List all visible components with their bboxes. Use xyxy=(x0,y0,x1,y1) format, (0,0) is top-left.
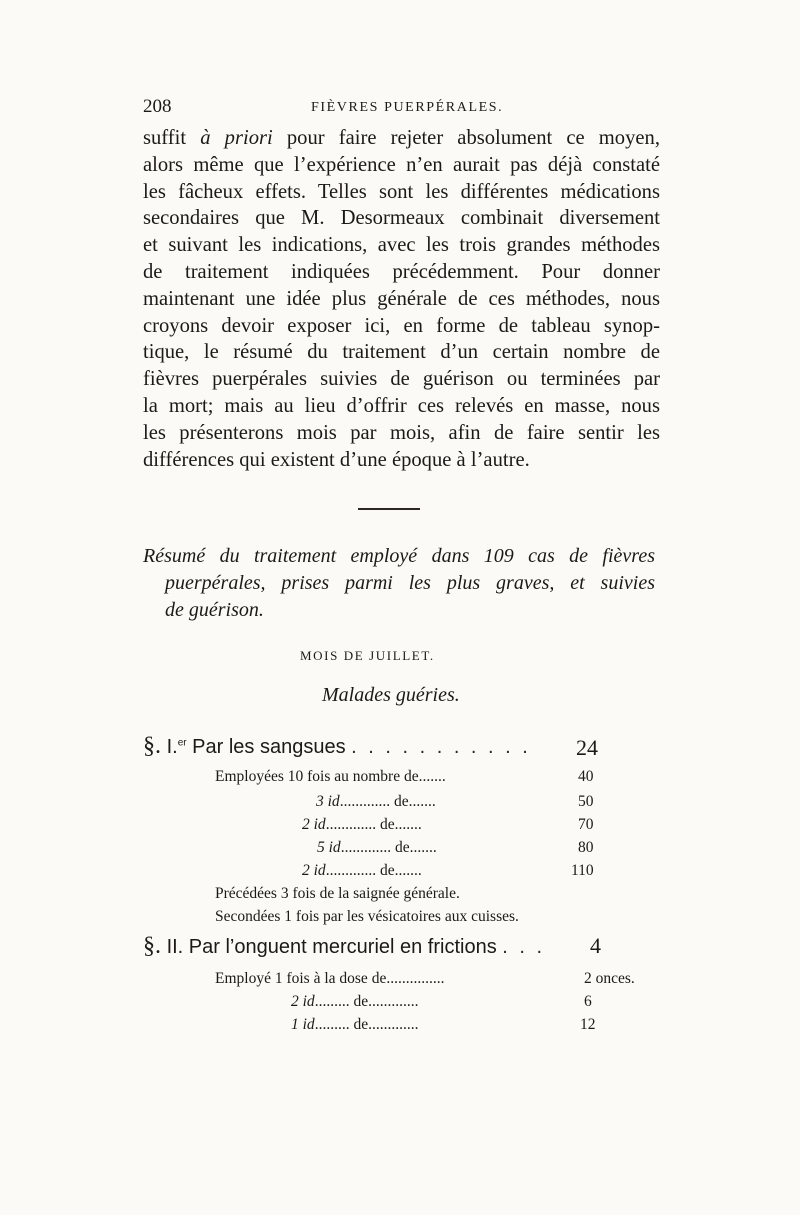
table-value: 50 xyxy=(578,793,594,810)
paragraph-line: croyons devoir exposer ici, en forme de tableau synop- xyxy=(143,314,660,337)
table-row xyxy=(291,1016,418,1034)
table-value: 40 xyxy=(578,768,594,785)
table-row: Précédées 3 fois de la saignée générale. xyxy=(215,885,460,902)
dot-leader: . . . xyxy=(502,936,546,958)
running-title: FIÈVRES PUERPÉRALES. xyxy=(311,100,504,115)
table-row xyxy=(302,816,422,834)
table-value: 6 xyxy=(584,993,592,1010)
summary-line: puerpérales, prises parmi les plus graves, et suivies xyxy=(165,572,655,594)
month-heading: MOIS DE JUILLET. xyxy=(300,648,435,663)
section-label: Par les sangsues xyxy=(192,736,346,758)
row-id: 2 id xyxy=(302,862,326,879)
table-row: Secondées 1 fois par les vésicatoires aux cuisses. xyxy=(215,908,519,925)
table-row xyxy=(317,839,437,857)
italic-phrase: à priori xyxy=(200,127,273,149)
paragraph-line: et suivant les indications, avec les trois grandes méthodes xyxy=(143,234,660,257)
summary-line: de guérison. xyxy=(165,599,264,621)
table-row: Employé 1 fois à la dose de............... xyxy=(215,970,445,987)
section-heading xyxy=(143,733,598,760)
paragraph-line: alors même que l’expérience n’en aurait pas déjà constaté xyxy=(143,153,660,176)
row-id: 3 id xyxy=(316,793,340,810)
paragraph-line: de traitement indiquées précédemment. Pour donner xyxy=(143,260,660,283)
table-value: 70 xyxy=(578,816,594,833)
section-count: 4 xyxy=(590,933,601,958)
row-id: 2 id xyxy=(302,816,326,833)
paragraph-line: tique, le résumé du traitement d’un certain nombre de xyxy=(143,341,660,364)
section-divider xyxy=(358,508,420,510)
table-row: Employées 10 fois au nombre de....... xyxy=(215,768,446,785)
page-number: 208 xyxy=(143,96,172,117)
page-header xyxy=(143,96,663,122)
row-id: 1 id xyxy=(291,1016,315,1033)
section-count: 24 xyxy=(576,735,598,760)
paragraph-line: maintenant une idée plus générale de ces méthodes, nous xyxy=(143,287,660,310)
section-numeral: II. xyxy=(166,936,184,958)
row-leader: ......... de............. xyxy=(314,993,419,1010)
text-run: pour faire rejeter absolument ce moyen, xyxy=(272,127,660,149)
dot-leader: . . . . . . . . . . . xyxy=(351,736,531,758)
paragraph-line: les présenterons mois par mois, afin de faire sentir les xyxy=(143,421,660,444)
numeral-superscript: er xyxy=(177,737,187,749)
table-value: 80 xyxy=(578,839,594,856)
row-leader: ............. de....... xyxy=(325,816,422,833)
body-paragraph xyxy=(143,125,660,473)
summary-heading xyxy=(143,543,655,624)
table-row xyxy=(302,862,422,880)
table-row xyxy=(316,793,436,811)
row-leader: ............. de....... xyxy=(339,793,436,810)
row-id: 2 id xyxy=(291,993,315,1010)
paragraph-line xyxy=(143,125,660,152)
paragraph-line: la mort; mais au lieu d’offrir ces relevés en masse, nous xyxy=(143,394,660,417)
paragraph-line: secondaires que M. Desormeaux combinait diversement xyxy=(143,207,660,230)
paragraph-line: fièvres puerpérales suivies de guérison ou terminées par xyxy=(143,368,660,391)
section-symbol: §. xyxy=(143,933,161,959)
row-leader: ............. de....... xyxy=(325,862,422,879)
paragraph-line: les fâcheux effets. Telles sont les différentes médications xyxy=(143,180,660,203)
table-value: 110 xyxy=(571,862,594,879)
row-id: 5 id xyxy=(317,839,341,856)
section-heading xyxy=(143,933,601,960)
section-label: Par l’onguent mercuriel en frictions xyxy=(188,936,497,958)
table-value: 12 xyxy=(580,1016,596,1033)
section-numeral: I. xyxy=(166,736,178,758)
section-symbol: §. xyxy=(143,733,161,759)
text-run: suffit xyxy=(143,127,201,149)
paragraph-line: différences qui existent d’une époque à l’autre. xyxy=(143,448,530,471)
row-leader: ......... de............. xyxy=(314,1016,419,1033)
row-leader: ............. de....... xyxy=(340,839,437,856)
table-row xyxy=(291,993,418,1011)
subheading: Malades guéries. xyxy=(322,684,460,706)
summary-line: Résumé du traitement employé dans 109 cas de fièvres xyxy=(143,545,655,567)
table-value: 2 onces. xyxy=(584,970,635,987)
